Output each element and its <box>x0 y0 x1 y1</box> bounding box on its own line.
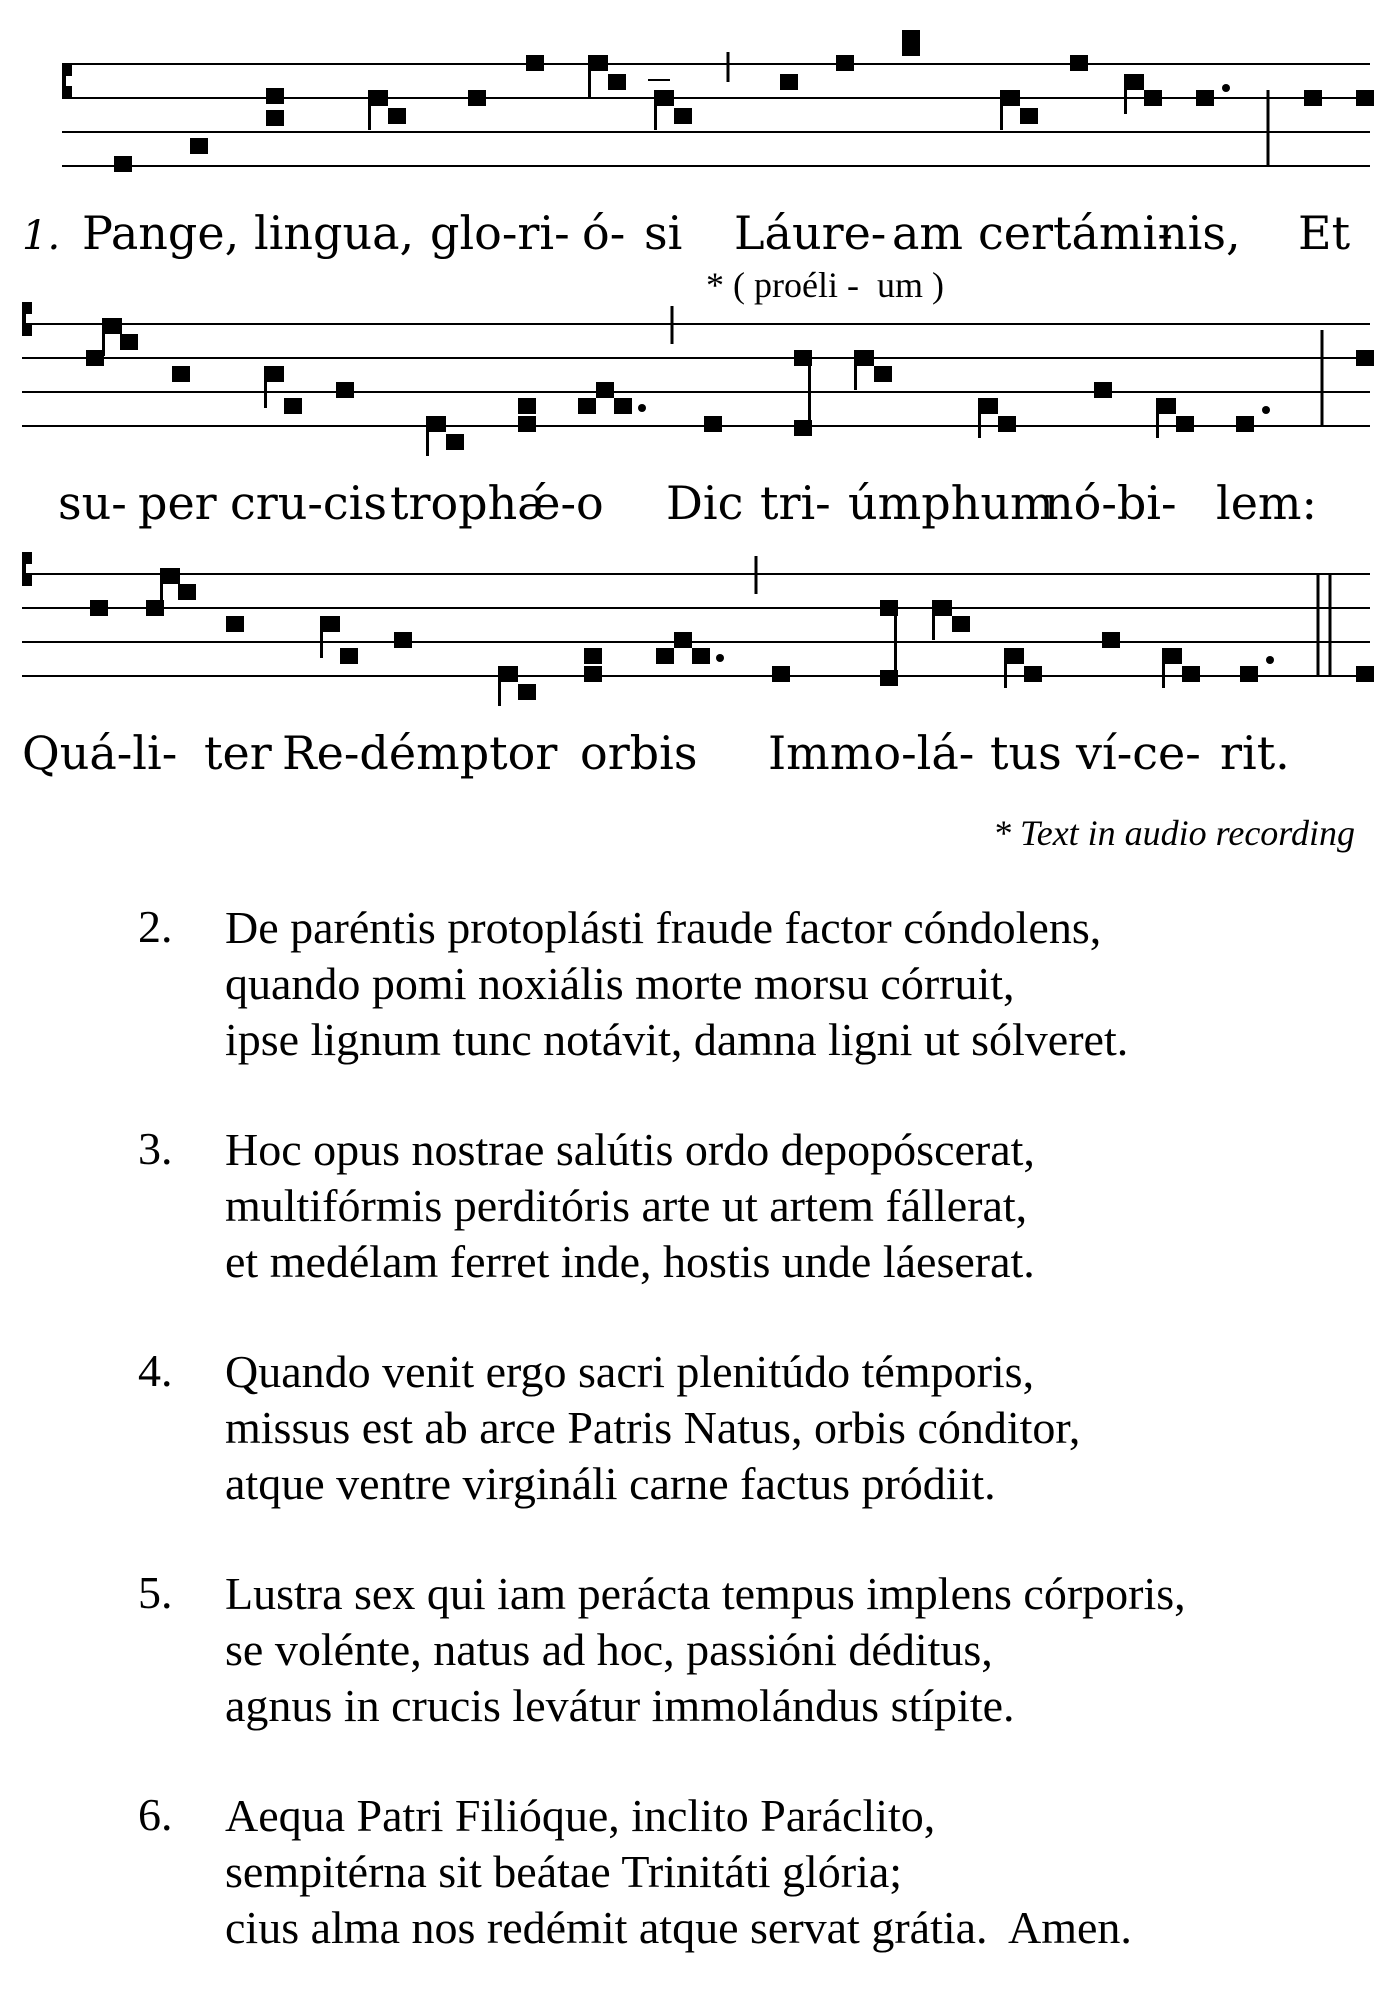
stanza <box>0 1788 1393 2010</box>
lyric-syllable: Re-démptor <box>282 726 558 780</box>
stanza-number: 4. <box>138 1345 173 1396</box>
stanza-line: Hoc opus nostrae salútis ordo depopóscerat, <box>225 1124 1035 1175</box>
stanza-line: Quando venit ergo sacri plenitúdo témporis, <box>225 1346 1035 1397</box>
stanza-line: Aequa Patri Filióque, inclito Paráclito, <box>225 1790 936 1841</box>
lyric-syllable: úmphum <box>848 476 1054 530</box>
lyric-syllable: Et <box>1298 206 1351 260</box>
lyric-syllable: su- <box>58 476 127 530</box>
stanza-number: 3. <box>138 1123 173 1174</box>
lyric-syllable: glo-ri- <box>430 206 570 260</box>
lyric-syllable: si <box>644 206 683 260</box>
lyric-syllable: nis, <box>1158 206 1241 260</box>
lyric-syllable: per <box>138 476 217 530</box>
lyric-syllable: lem: <box>1216 476 1318 530</box>
stanza <box>0 1344 1393 1566</box>
stanza-line: missus est ab arce Patris Natus, orbis cónditor, <box>225 1402 1081 1453</box>
verse-number-1: 1. <box>22 213 61 259</box>
lyric-syllable: tri- <box>760 476 831 530</box>
stanza-text <box>225 1566 1186 1734</box>
stanza-text <box>225 1344 1080 1512</box>
alternate-text: * ( proéli - um ) <box>706 265 944 305</box>
stanza-line: sempitérna sit beátae Trinitáti glória; <box>225 1846 903 1897</box>
chant-staff-2 <box>0 300 1393 460</box>
stanza-number: 6. <box>138 1789 173 1840</box>
lyric-syllable: trophǽ- <box>390 476 577 530</box>
stanza <box>0 900 1393 1122</box>
stanza-number: 2. <box>138 901 173 952</box>
do-clef-icon <box>22 552 32 586</box>
lyric-syllable: Immo-lá- <box>768 726 975 780</box>
stanza-list <box>0 900 1393 2010</box>
lyric-syllable: am <box>892 206 964 260</box>
lyric-syllable: orbis <box>580 726 698 780</box>
stanza-text <box>225 900 1128 1068</box>
lyric-syllable: Pange, <box>82 206 240 260</box>
stanza-line: De paréntis protoplásti fraude factor cóndolens, <box>225 902 1102 953</box>
chant-staff-3 <box>0 550 1393 710</box>
lyric-syllable: cru-cis <box>230 476 388 530</box>
lyric-syllable: ter <box>204 726 272 780</box>
lyric-syllable: certámi- <box>978 206 1173 260</box>
stanza-text <box>225 1788 1132 1956</box>
do-clef-icon <box>22 302 32 336</box>
stanza-line: et medélam ferret inde, hostis unde láeserat. <box>225 1236 1035 1287</box>
stanza-line: quando pomi noxiális morte morsu córruit, <box>225 958 1015 1009</box>
lyric-syllable: Dic <box>666 476 744 530</box>
stanza-line: se voléntе, natus ad hoc, passióni déditus, <box>225 1624 993 1675</box>
stanza-line: cius alma nos redémit atque servat grátia. Amen. <box>225 1902 1132 1953</box>
lyric-syllable: Láure- <box>734 206 887 260</box>
chant-staff-1 <box>0 30 1393 190</box>
stanza <box>0 1122 1393 1344</box>
lyric-syllable: o <box>576 476 604 530</box>
stanza-number: 5. <box>138 1567 173 1618</box>
lyric-syllable: lingua, <box>254 206 415 260</box>
stanza-text <box>225 1122 1035 1290</box>
stanza-line: agnus in crucis levátur immolándus stípite. <box>225 1680 1015 1731</box>
do-clef-icon <box>62 64 72 98</box>
stanza-line: atque ventre virgináli carne factus pródiit. <box>225 1458 996 1509</box>
footnote: * Text in audio recording <box>993 813 1355 853</box>
lyric-syllable: Quá-li- <box>22 726 178 780</box>
stanza <box>0 1566 1393 1788</box>
lyric-syllable: rit. <box>1220 726 1290 780</box>
stanza-line: Lustra sex qui iam perácta tempus implens córporis, <box>225 1568 1186 1619</box>
lyric-syllable: nó-bi- <box>1044 476 1177 530</box>
stanza-line: ipse lignum tunc notávit, damna ligni ut sólveret. <box>225 1014 1129 1065</box>
stanza-line: multifórmis perditóris arte ut artem fállerat, <box>225 1180 1028 1231</box>
lyric-syllable: ó- <box>582 206 626 260</box>
lyric-syllable: ví-ce- <box>1076 726 1201 780</box>
lyric-syllable: tus <box>990 726 1062 780</box>
